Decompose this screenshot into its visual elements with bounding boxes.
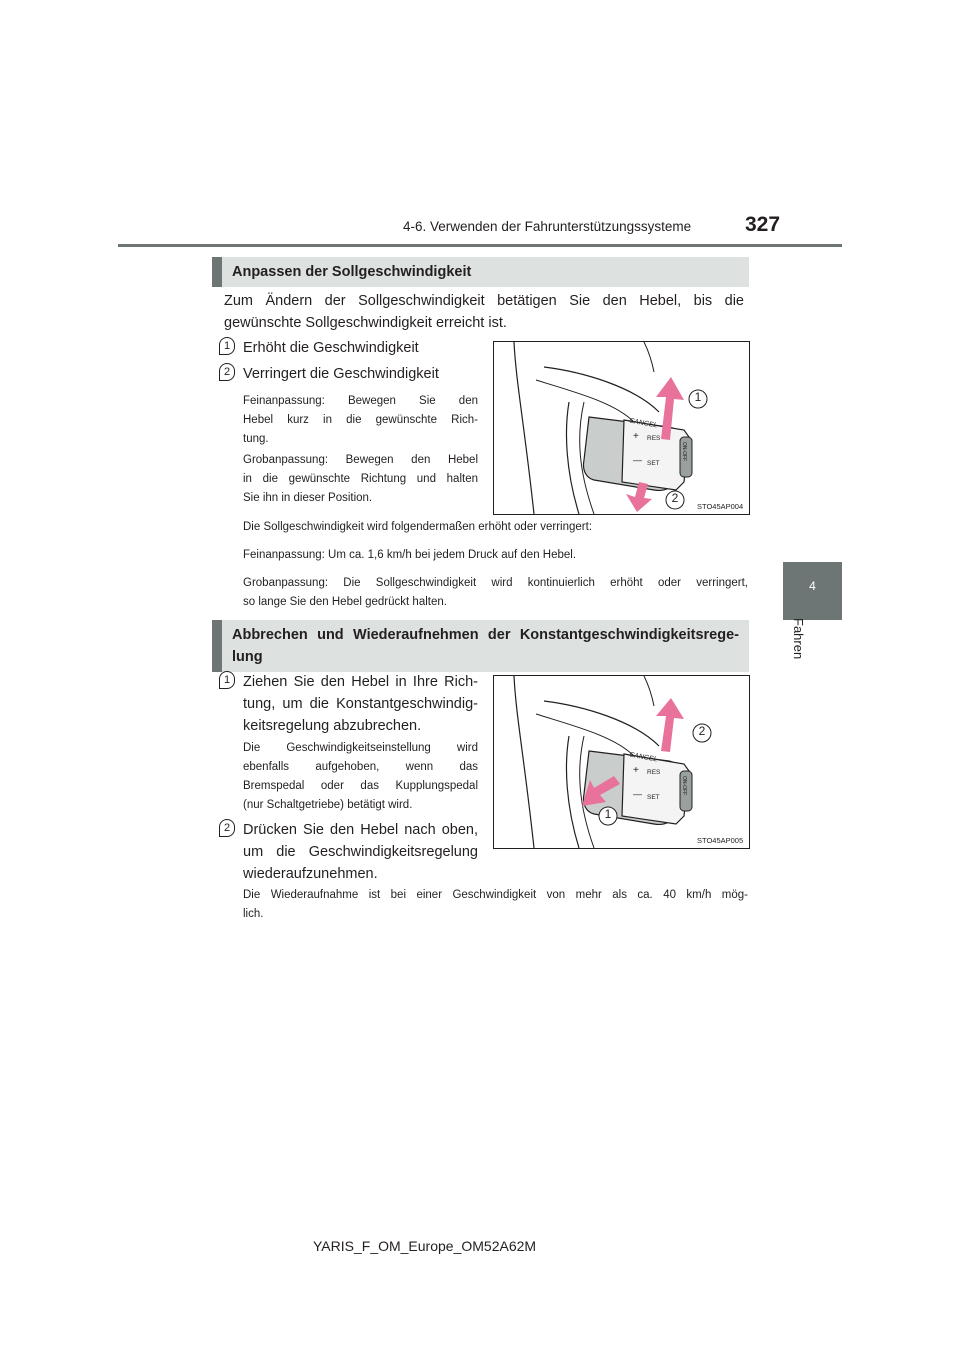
lever-label-cancel: CANCEL (628, 417, 658, 430)
text-line: Die Wiederaufnahme ist bei einer Geschwindigkeit von mehr als ca. 40 km/h mög- (243, 889, 748, 901)
chapter-number: 4 (809, 579, 816, 593)
note-text: Feinanpassung: Um ca. 1,6 km/h bei jedem Druck auf den Hebel. (243, 549, 577, 561)
running-header: 4-6. Verwenden der Fahrunterstützungssysteme (403, 219, 692, 234)
lever-label-cancel: CANCEL (628, 751, 658, 764)
lever-label-res: RES (647, 769, 661, 776)
intro-line: gewünschte Sollgeschwindigkeit erreicht ist. (224, 315, 507, 331)
lever-label-set: SET (647, 460, 660, 467)
note-text: Die Sollgeschwindigkeit wird folgendermaßen erhöht oder verringert: (243, 521, 593, 533)
text-line: so lange Sie den Hebel gedrückt halten. (243, 596, 447, 608)
text-line: (nur Schaltgetriebe) betätigt wird. (243, 799, 413, 811)
item-label-decrease: Verringert die Geschwindigkeit (243, 366, 439, 382)
item-cancel-note (243, 739, 478, 815)
figure-callout: 1 (604, 807, 612, 821)
text-line: Ziehen Sie den Hebel in Ihre Rich- (243, 674, 478, 690)
lever-label-onoff: ON-OFF (681, 776, 687, 796)
heading-line: lung (232, 649, 263, 665)
text-line: lich. (243, 908, 264, 920)
text-line: ebenfalls aufgehoben, wenn das (243, 761, 478, 773)
item-marker: 1 (219, 337, 235, 355)
lever-illustration (494, 676, 749, 848)
lever-label-set: SET (647, 794, 660, 801)
text-line: in die gewünschte Richtung und halten (243, 473, 478, 485)
lever-figure-adjust (493, 341, 750, 515)
intro-paragraph (224, 290, 744, 334)
text-line: tung. (243, 433, 269, 445)
item-marker: 2 (219, 363, 235, 381)
intro-line: Zum Ändern der Sollgeschwindigkeit betätigen Sie den Hebel, bis die (224, 293, 744, 309)
coarse-adjust-text (243, 451, 478, 508)
text-line: Die Geschwindigkeitseinstellung wird (243, 742, 478, 754)
header-rule (118, 244, 842, 247)
text-line: Sie ihn in dieser Position. (243, 492, 373, 504)
text-line: Bremspedal oder das Kupplungspedal (243, 780, 478, 792)
text-line: Grobanpassung: Bewegen den Hebel (243, 454, 478, 466)
section-heading-cancel-resume (212, 620, 749, 672)
text-line: Hebel kurz in die gewünschte Rich- (243, 414, 478, 426)
item-resume-text (243, 819, 478, 885)
text-line: keitsregelung abzubrechen. (243, 718, 422, 734)
resume-speed-note (243, 886, 748, 924)
item-cancel-text (243, 671, 478, 737)
text-line: Feinanpassung: Bewegen Sie den (243, 395, 478, 407)
chapter-label: Fahren (791, 618, 806, 660)
footer-doc-id: YARIS_F_OM_Europe_OM52A62M (313, 1238, 537, 1254)
note-text (243, 574, 748, 612)
figure-callout: 1 (694, 390, 702, 404)
text-line: um die Geschwindigkeitsregelung (243, 844, 478, 860)
item-marker: 2 (219, 819, 235, 837)
lever-label-res: RES (647, 435, 661, 442)
lever-figure-cancel-resume (493, 675, 750, 849)
lever-label-minus: — (633, 455, 642, 465)
item-label-increase: Erhöht die Geschwindigkeit (243, 340, 419, 356)
text-line: Grobanpassung: Die Sollgeschwindigkeit wird kontinuierlich erhöht oder verringert, (243, 577, 748, 589)
figure-code: STO45AP004 (697, 502, 744, 511)
lever-label-plus: + (633, 765, 639, 776)
text-line: Drücken Sie den Hebel nach oben, (243, 822, 478, 838)
figure-callout: 2 (698, 724, 706, 738)
section-heading-adjust-speed: Anpassen der Sollgeschwindigkeit (212, 257, 749, 287)
figure-code: STO45AP005 (697, 836, 744, 845)
item-marker: 1 (219, 671, 235, 689)
text-line: tung, um die Konstantgeschwindig- (243, 696, 478, 712)
lever-illustration (494, 342, 749, 514)
text-line: wiederaufzunehmen. (243, 866, 378, 882)
fine-adjust-text (243, 392, 478, 449)
heading-line: Abbrechen und Wiederaufnehmen der Konstantgeschwindigkeitsrege- (232, 627, 739, 643)
lever-label-onoff: ON-OFF (681, 442, 687, 462)
lever-label-plus: + (633, 431, 639, 442)
page-number: 327 (745, 213, 781, 236)
lever-label-minus: — (633, 789, 642, 799)
figure-callout: 2 (671, 491, 679, 505)
